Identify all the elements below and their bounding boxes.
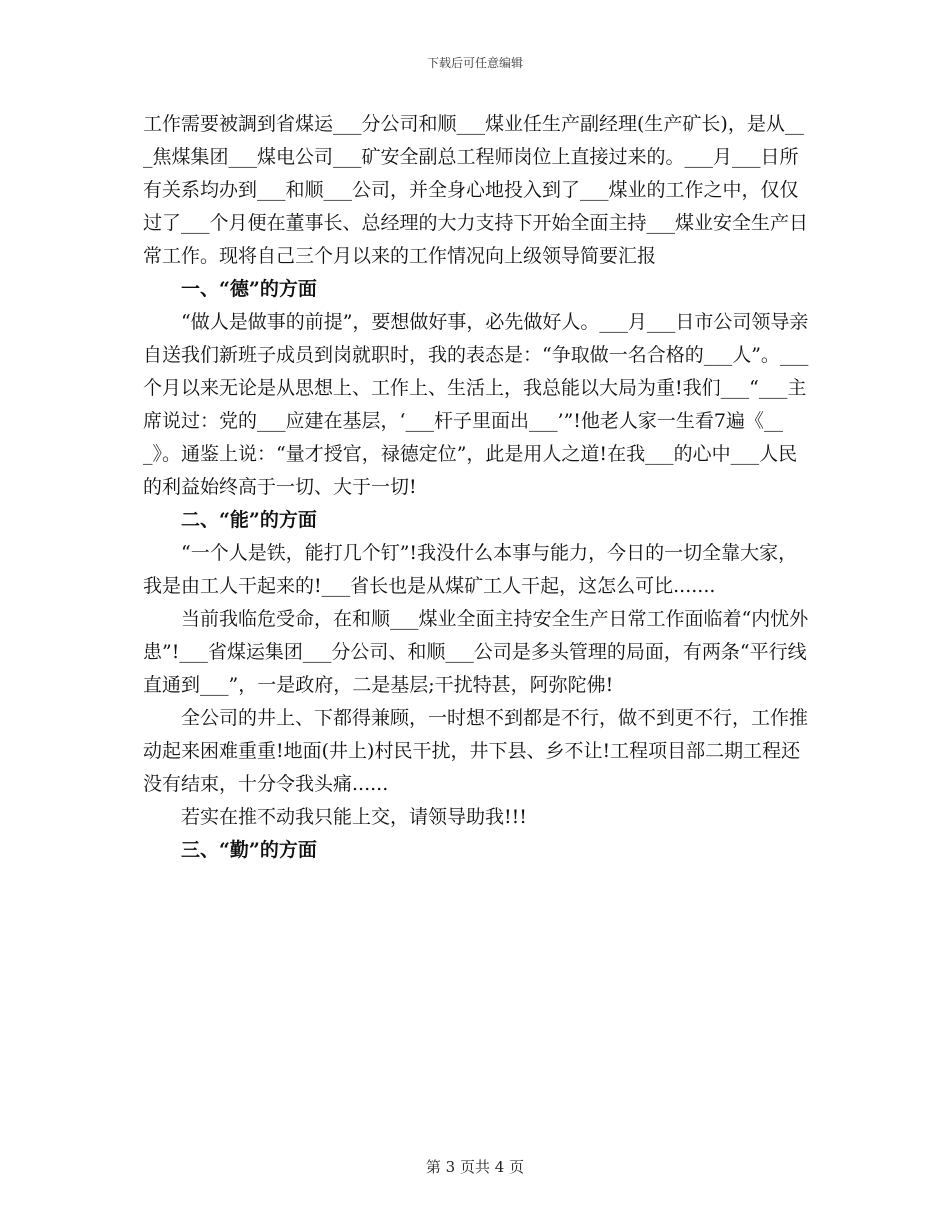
page-header: 下载后可任意编辑 [426,56,523,70]
paragraph-neng-1: “一个人是铁，能打几个钉”!我没什么本事与能力，今日的一切全靠大家，我是由工人干起来的!___省长也是从煤矿工人干起，这怎么可比....... [143,542,798,597]
section-heading-neng: 二、“能”的方面 [181,509,317,531]
paragraph-neng-2: 当前我临危受命，在和顺___煤业全面主持安全生产日常工作面临着“内忧外患”!___省煤运集团___分公司、和顺___公司是多头管理的局面，有两条“平行线直通到___”，一是政府，二是基层;干扰特甚，阿弥陀佛! [143,608,809,696]
paragraph-neng-3: 全公司的井上、下都得兼顾，一时想不到都是不行，做不到更不行，工作推动起来困难重重!地面(井上)村民干扰，井下县、乡不让!工程项目部二期工程还没有结束，十分令我头痛...... [143,707,809,795]
paragraph-intro: 工作需要被調到省煤运___分公司和顺___煤业任生产副经理(生产矿长)，是从___焦煤集团___煤电公司___矿安全副总工程师岗位上直接过来的。___月___日所有关系均办到___和顺___公司，并全身心地投入到了___煤业的工作之中，仅仅过了___个月便在董事长、总经理的大力支持下开始全面主持___煤业安全生产日常工作。现将自己三个月以来的工作情况向上级领导简要汇报 [143,113,809,267]
section-heading-qin: 三、“勤”的方面 [181,839,317,861]
section-heading-de: 一、“德”的方面 [181,278,317,300]
paragraph-neng-4: 若实在推不动我只能上交，请领导助我!!! [181,806,527,828]
page-footer: 第 3 页共 4 页 [425,1158,525,1176]
paragraph-de: “做人是做事的前提”，要想做好事，必先做好人。___月___日市公司领导亲自送我们新班子成员到岗就职时，我的表态是：“争取做一名合格的___人”。___个月以来无论是从思想上、工作上、生活上，我总能以大局为重!我们___“___主席说过：党的___应建在基层，‘___杆子里面出___’”!他老人家一生看7遍《___》。通鉴上说：“量才授官，禄德定位”，此是用人之道!在我___的心中___人民的利益始终高于一切、大于一切! [143,311,809,498]
document-body [143,108,813,867]
